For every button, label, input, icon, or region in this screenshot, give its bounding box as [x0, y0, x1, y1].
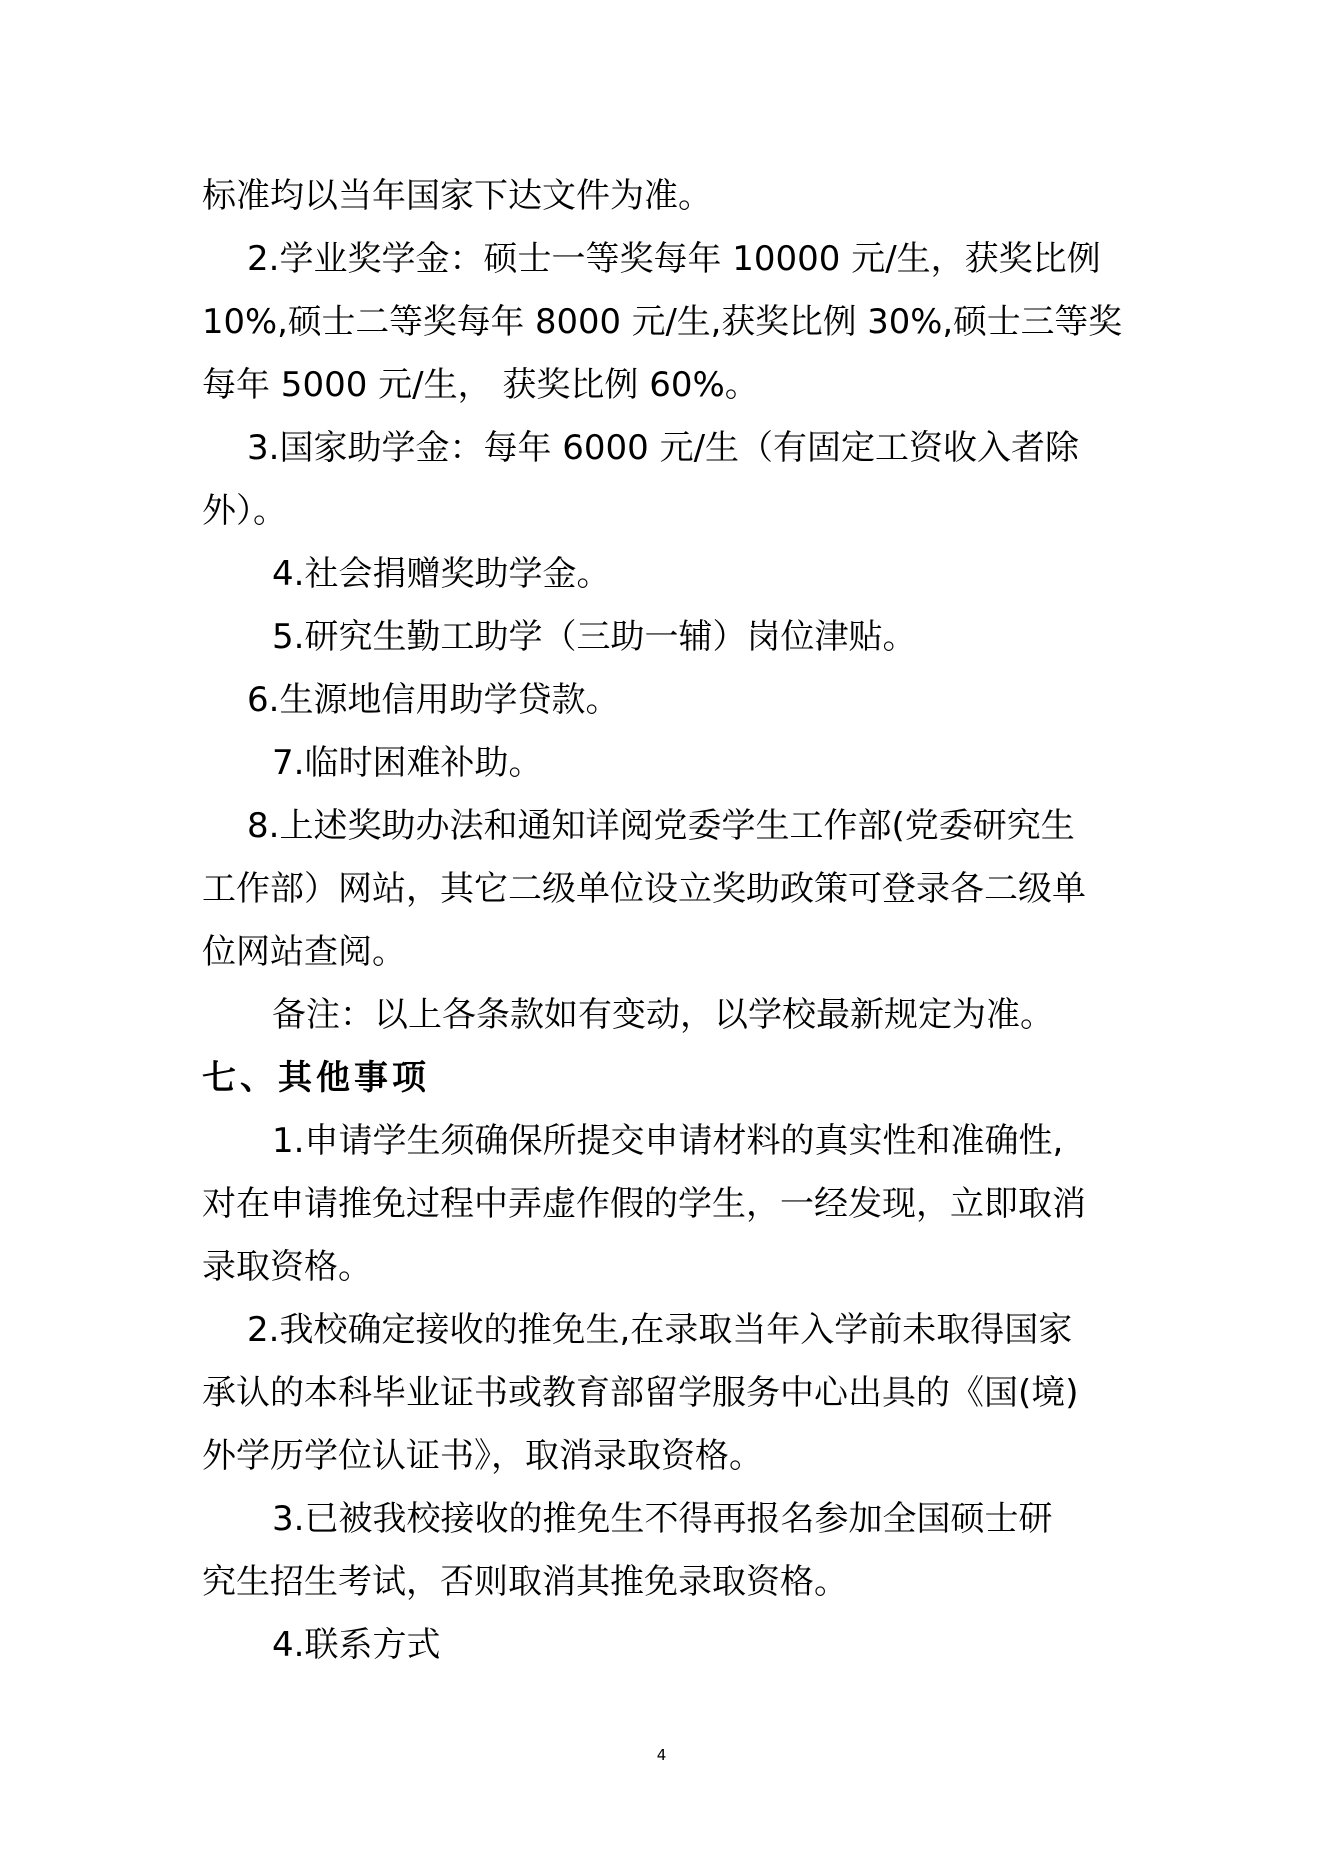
text-line: 8.上述奖助办法和通知详阅党委学生工作部(党委研究生 [247, 806, 1075, 846]
text-line: 位网站查阅。 [202, 932, 406, 972]
text-line: 2.学业奖学金：硕士一等奖每年 10000 元/生，获奖比例 [247, 239, 1101, 279]
text-line: 4.社会捐赠奖助学金。 [272, 554, 611, 594]
page-number: 4 [656, 1746, 667, 1764]
text-line: 7.临时困难补助。 [272, 743, 543, 783]
text-line: 2.我校确定接收的推免生,在录取当年入学前未取得国家 [247, 1310, 1073, 1350]
text-line: 10%,硕士二等奖每年 8000 元/生,获奖比例 30%,硕士三等奖 [202, 302, 1122, 342]
section-heading: 七、其他事项 [202, 1058, 430, 1098]
text-line: 究生招生考试，否则取消其推免录取资格。 [202, 1562, 848, 1602]
text-line: 标准均以当年国家下达文件为准。 [202, 176, 712, 216]
text-line: 6.生源地信用助学贷款。 [247, 680, 620, 720]
text-line: 3.已被我校接收的推免生不得再报名参加全国硕士研 [272, 1499, 1053, 1539]
text-line: 外）。 [202, 491, 287, 531]
text-line: 工作部）网站，其它二级单位设立奖助政策可登录各二级单 [202, 869, 1086, 909]
text-line: 3.国家助学金：每年 6000 元/生（有固定工资收入者除 [247, 428, 1080, 468]
text-line: 1.申请学生须确保所提交申请材料的真实性和准确性, [272, 1121, 1064, 1161]
text-line: 5.研究生勤工助学（三助一辅）岗位津贴。 [272, 617, 917, 657]
text-line: 备注：以上各条款如有变动，以学校最新规定为准。 [272, 995, 1054, 1035]
text-line: 承认的本科毕业证书或教育部留学服务中心出具的《国(境) [202, 1373, 1079, 1413]
text-line: 每年 5000 元/生， 获奖比例 60%。 [202, 365, 759, 405]
text-line: 对在申请推免过程中弄虚作假的学生，一经发现，立即取消 [202, 1184, 1086, 1224]
text-line: 录取资格。 [202, 1247, 372, 1287]
text-line: 4.联系方式 [272, 1625, 441, 1665]
text-line: 外学历学位认证书》，取消录取资格。 [202, 1436, 763, 1476]
